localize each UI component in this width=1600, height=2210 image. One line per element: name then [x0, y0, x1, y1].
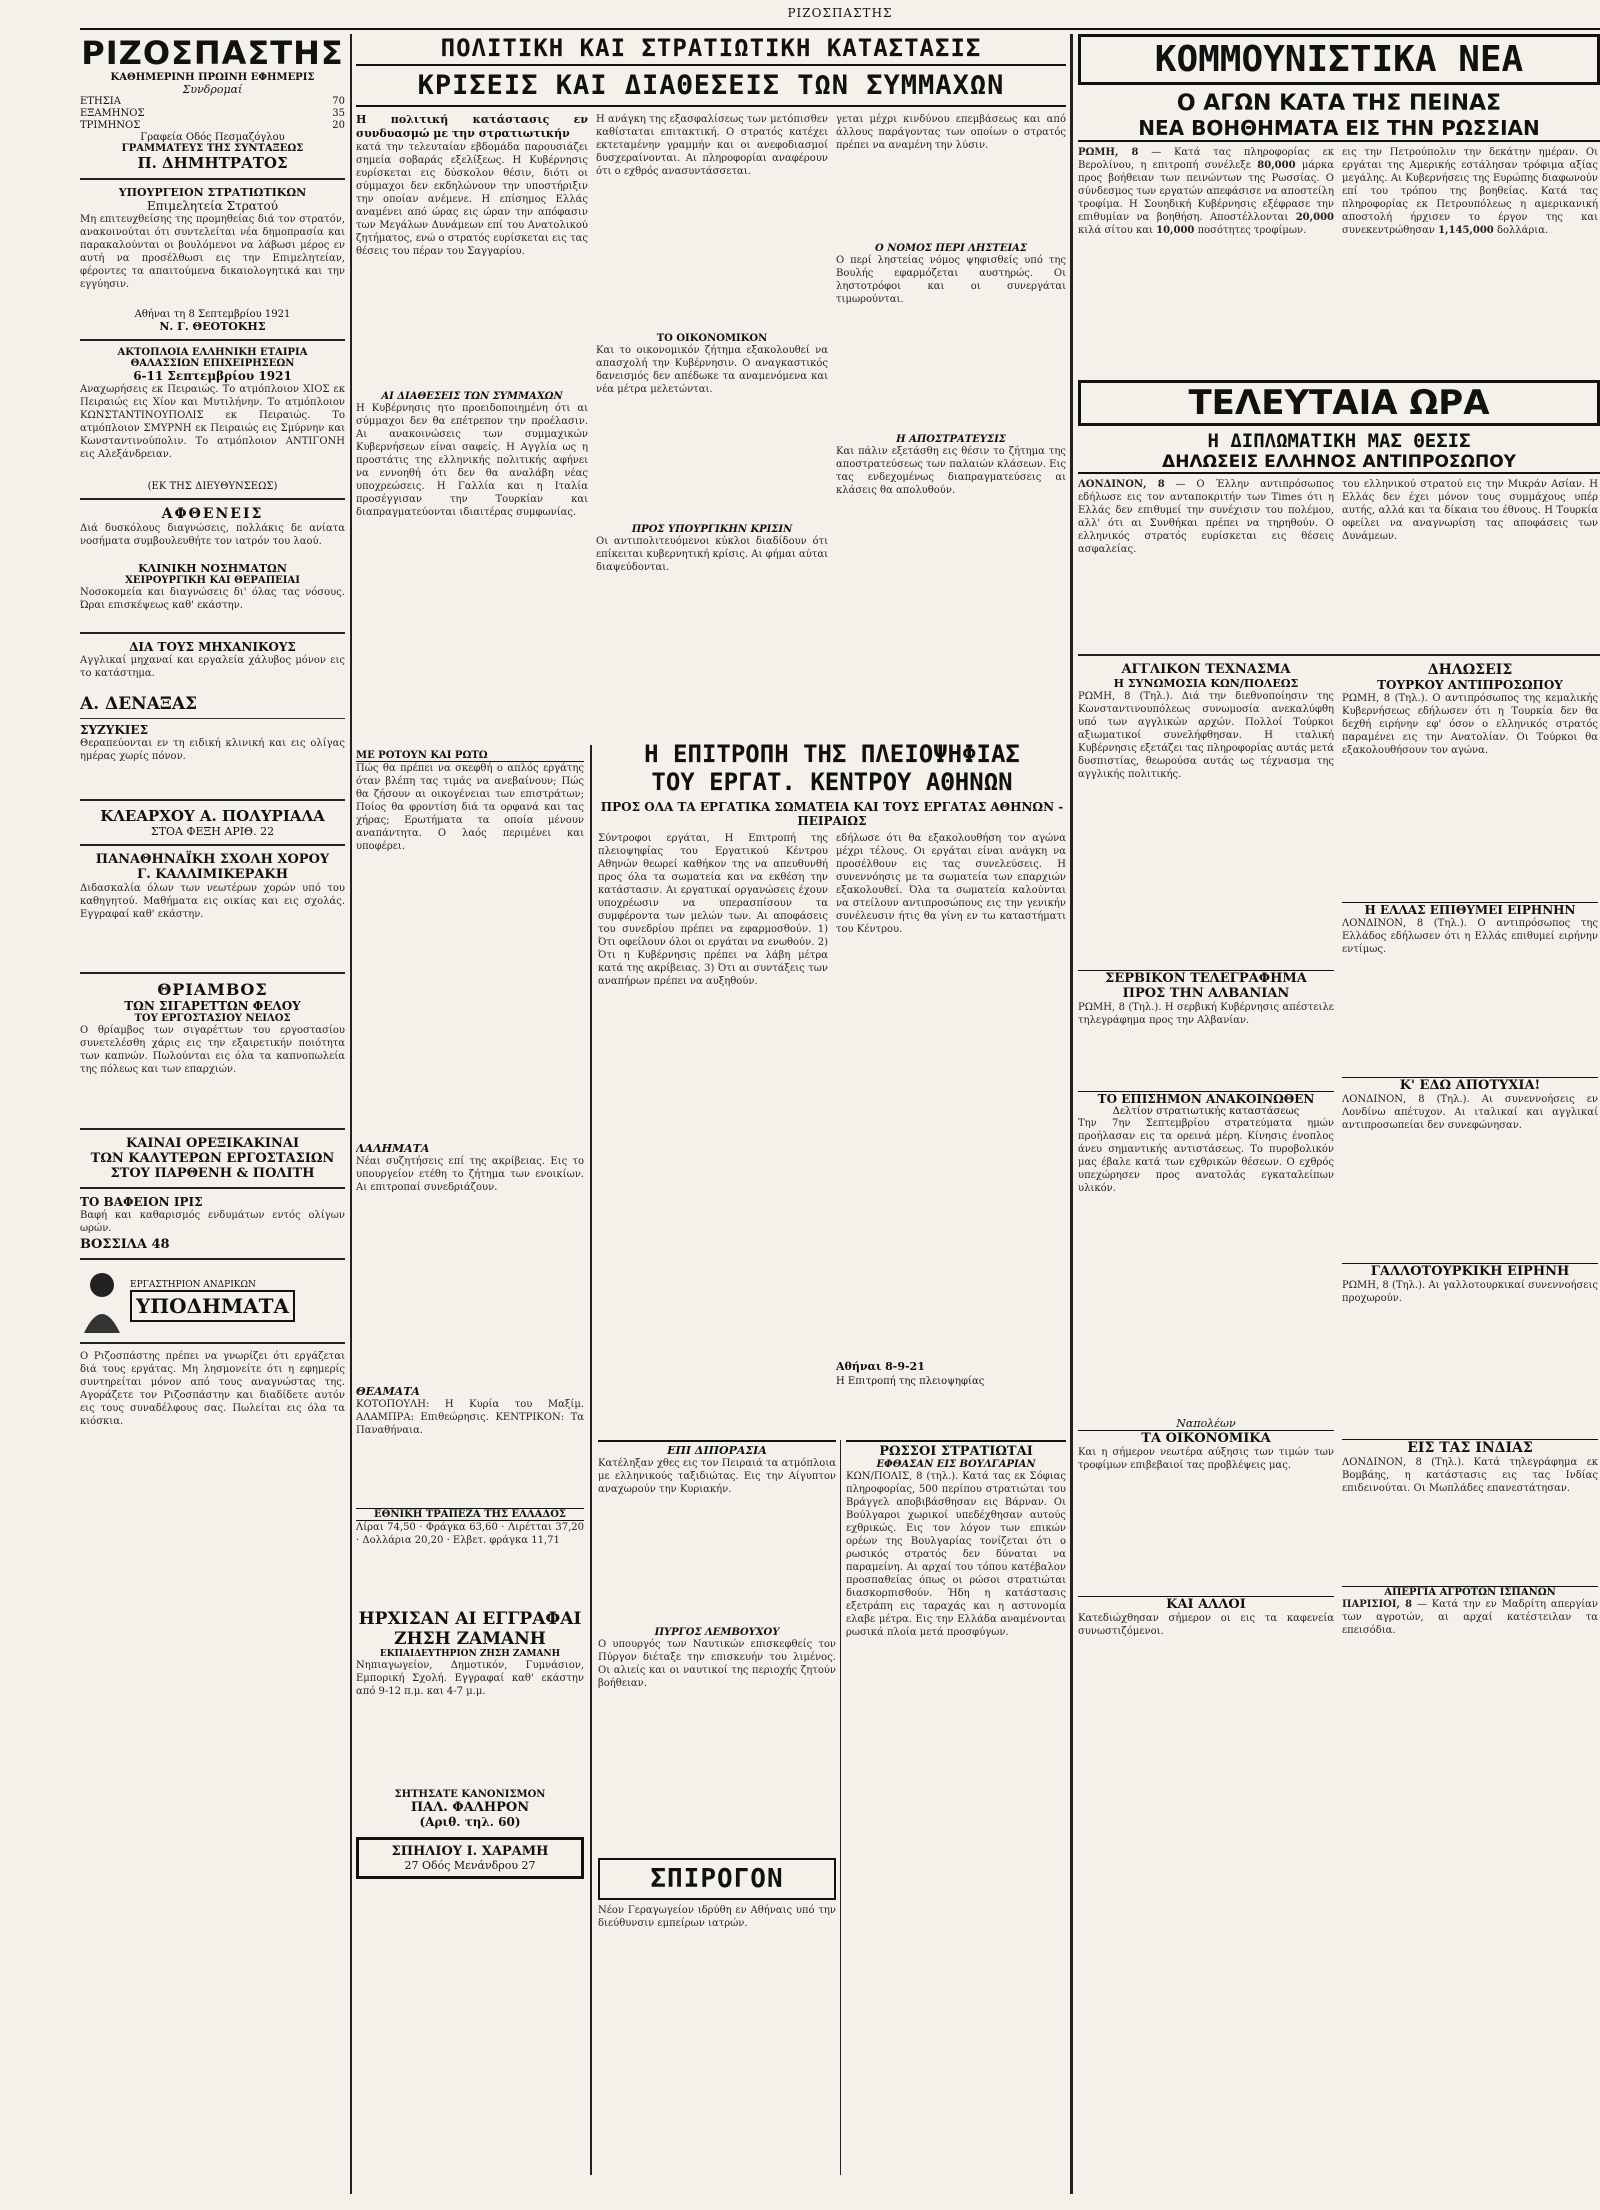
shipping-date: 6-11 Σεπτεμβρίου 1921 — [133, 369, 292, 383]
english-trick-title: ΑΓΓΛΙΚΟΝ ΤΕΧΝΑΣΜΑ — [1121, 662, 1291, 677]
clinic-subtitle: ΧΕΙΡΟΥΡΓΙΚΗ ΚΑΙ ΘΕΡΑΠΕΙΑΙ — [125, 575, 300, 586]
notice-subtitle: Επιμελητεία Στρατού — [146, 199, 279, 213]
help-body-1: ΡΩΜΗ, 8 — Κατά τας πληροφορίας εκ Βερολίνου, η επιτροπή συνέλεξε 80,000 μάρκα προς βοήθειαν των πεινώντων της Ρωσσίας. Ο σύνδεσμος των εργατών απεφάσισε να αποστείλη τροφίμα. Η Σουηδική Κυβέρνησις εξέφρασε την επιθυμίαν να βοηθήση. Αποστέλλονται 20,000 κιλά σίτου και 10,000 ποσότητες τροφίμων. — [1078, 147, 1334, 236]
subscription-table — [80, 96, 345, 132]
committee-date: Αθήναι 8-9-21 — [836, 1360, 925, 1373]
others-body: Κατεδιώχθησαν σήμερον οι εις τα καφενεία συνωστιζόμενοι. — [1078, 1613, 1334, 1637]
subscription-price: 70 — [332, 96, 345, 107]
chatter-body: Νέαι συζητήσεις επί της ακρίβειας. Εις το υπουργείον ετέθη το ζήτημα των ενοικίων. Αι επιτροπαί συνεδριάζουν. — [356, 1156, 584, 1193]
faliron: ΠΑΛ. ΦΑΛΗΡΟΝ — [410, 1800, 530, 1815]
notice-signature: Ν. Γ. ΘΕΟΤΟΚΗΣ — [159, 320, 266, 333]
turkish-body: ΡΩΜΗ, 8 (Τηλ.). Ο αντιπρόσωπος της κεμαλικής Κυβερνήσεως εδήλωσεν ότι η Τουρκία δεν θα δεχθή ειρήνην εφ' όσον ο ελληνικός στρατός παραμένει εις την Ανατολίαν. Οι Τούρκοι θα εξακολουθήσουν τον αγώνα. — [1342, 693, 1598, 756]
others-title: ΚΑΙ ΑΛΛΟΙ — [1078, 1596, 1334, 1612]
political-body-1: κατά την τελευταίαν εβδομάδα παρουσιάζει σημεία σοβαράς εξελίξεως. Η Κυβέρνησις ευρίσκεται εις δύσκολον θέσιν, διότι οι σύμμαχοι δεν εκδηλώνουν την υποστήριξιν την οποίαν ανέμενε. Η επίσημος Ελλάς αναμένει από ώρας εις ώραν την απόφασιν των Μεγάλων Δυνάμεων επί του Ανατολικού ζητήματος, ενώ ο στρατός ευρίσκεται εις τας θέσεις του πέραν του Σαγγαρίου. — [356, 142, 588, 257]
cigarettes-title: ΤΩΝ ΣΙΓΑΡΕΤΤΩΝ ΦΕΛΟΥ — [124, 999, 301, 1013]
subscription-price: 20 — [332, 120, 345, 131]
political-subhead-5: ΠΡΟΣ ΥΠΟΥΡΓΙΚΗΝ ΚΡΙΣΙΝ — [631, 524, 793, 535]
shoes-address: ΣΤΟΑ ΦΕΞΗ ΑΡΙΘ. 22 — [150, 825, 275, 838]
bank-title: ΕΘΝΙΚΗ ΤΡΑΠΕΖΑ ΤΗΣ ΕΛΛΑΔΟΣ — [356, 1508, 584, 1521]
serbian-subtitle: ΠΡΟΣ ΤΗΝ ΑΛΒΑΝΙΑΝ — [1122, 986, 1290, 1001]
political-body-2: Η Κυβέρνησις ητο προειδοποιημένη ότι αι σύμμαχοι δεν θα επέτρεπον την προέλασιν. Αι ανακοινώσεις των συμμαχικών Κυβερνήσεων είναι σαφείς. Η Αγγλία ως η προστάτις της ελληνικής πολιτικής αφήνει να εννοηθή ότι δεν θα αναλάβη νέας υποχρεώσεις. Η Γαλλία και η Ιταλία προσέγγισαν την Τουρκίαν και διαπραγματεύονται ιδιαιτέρας συμφωνίας. — [356, 403, 588, 518]
committee-subtitle: ΤΟΥ ΕΡΓΑΤ. ΚΕΝΤΡΟΥ ΑΘΗΝΩΝ — [651, 768, 1013, 796]
political-section — [356, 34, 1066, 744]
political-body-3: Η ανάγκη της εξασφαλίσεως των μετόπισθεν καθίσταται επιτακτική. Ο στρατός κατέχει εκτεταμένην γραμμήν και οι ανεφοδιασμοί δυσχεραίνονται. Αι πληροφορίαι αναφέρουν ότι ο εχθρός ανασυντάσσεται. — [596, 114, 828, 177]
peace-body: ΛΟΝΔΙΝΟΝ, 8 (Τηλ.). Ο αντιπρόσωπος της Ελλάδος εδήλωσεν ότι η Ελλάς επιθυμεί ειρήνην εντίμως. — [1342, 918, 1598, 955]
political-headline: ΚΡΙΣΕΙΣ ΚΑΙ ΔΙΑΘΕΣΕΙΣ ΤΩΝ ΣΥΜΜΑΧΩΝ — [356, 66, 1066, 107]
notice-date: Αθήναι τη 8 Σεπτεμβρίου 1921 — [134, 309, 291, 320]
subscription-label: ΕΤΗΣΙΑ — [80, 96, 121, 107]
pyrgos-body: Ο υπουργός των Ναυτικών επισκεφθείς τον Πύργον διέταξε την επισκευήν του λιμένος. Οι αλιείς και οι ναυτικοί της περιοχής ζητούν βοήθειαν. — [598, 1639, 836, 1689]
thriamvos-title: ΘΡΙΑΜΒΟΣ — [157, 980, 268, 999]
cigarettes-subtitle: ΤΟΥ ΕΡΓΟΣΤΑΣΙΟΥ ΝΕΙΛΟΣ — [134, 1013, 291, 1024]
subscriptions-title: Συνδρομαί — [182, 83, 243, 96]
russians-column — [846, 1440, 1066, 2140]
spirogon-body: Νέον Γεραγωγείον ιδρύθη εν Αθήναις υπό την διεύθυνσιν εμπείρων ιατρών. — [598, 1905, 836, 1929]
napoleon-label: Ναπολέων — [1176, 1417, 1236, 1430]
india-title: ΕΙΣ ΤΑΣ ΙΝΔΙΑΣ — [1342, 1439, 1598, 1456]
charami-address: 27 Οδός Μενάνδρου 27 — [404, 1859, 536, 1872]
help-figure-2: 20,000 — [1295, 212, 1334, 223]
dance-school-name: Γ. ΚΑΛΛΙΜΙΚΕΡΑΚΗ — [136, 867, 289, 882]
committee-body-2: εδήλωσε ότι θα εξακολουθήση τον αγώνα μέχρι τέλους. Οι εργάται είναι ανάγκη να προσέλθουν εις τας συνελεύσεις. Η συνεννόησις με τα σωματεία των επαρχιών εξακολουθεί. Όλα τα σωματεία καλούνται να στείλουν αντιπροσώπους εις την γενικήν συνέλευσιν ήτις θα γίνη εν τω καταστήματι του Κέντρου. — [836, 833, 1066, 935]
subscription-row — [80, 120, 345, 132]
official-title: ΤΟ ΕΠΙΣΗΜΟΝ ΑΝΑΚΟΙΝΩΘΕΝ — [1078, 1091, 1334, 1106]
hunger-title: Ο ΑΓΩΝ ΚΑΤΑ ΤΗΣ ΠΕΙΝΑΣ — [1176, 91, 1502, 116]
political-lead: Η πολιτική κατάστασις εν συνδυασμώ με την στρατιωτικήν — [356, 113, 588, 140]
faliron-phone: (Αριθ. τηλ. 60) — [419, 1815, 521, 1829]
masthead: ΡΙΖΟΣΠΑΣΤΗΣ — [81, 34, 344, 72]
official-body: Την 7ην Σεπτεμβρίου στρατεύματα ημών προήλασαν εις τα ορεινά μέρη. Κίνησις ένοπλος άνευ σημαντικής αντιστάσεως. Το πυροβολικόν μας έβαλε κατά των εχθρικών θέσεων. Ο εχθρός υπεχώρησεν προς ανατολάς εγκαταλείπων υλικόν. — [1078, 1118, 1334, 1194]
economic-body: Και η σήμερον νεωτέρα αύξησις των τιμών των τροφίμων επιβεβαιοί τας προβλέψεις μας. — [1078, 1447, 1334, 1471]
column-rule — [840, 1440, 841, 2175]
subscription-label: ΤΡΙΜΗΝΟΣ — [80, 120, 141, 131]
shoe-advert — [80, 1266, 345, 1336]
diplomatic-title: Η ΔΙΠΛΩΜΑΤΙΚΗ ΜΑΣ ΘΕΣΙΣ — [1207, 430, 1471, 452]
english-trick-subtitle: Η ΣΥΝΩΜΟΣΙΑ ΚΩΝ/ΠΟΛΕΩΣ — [1113, 677, 1299, 690]
iris-body: Βαφή και καθαρισμός ενδυμάτων εντός ολίγων ωρών. — [80, 1210, 345, 1234]
shoe-advert-top: ΕΡΓΑΣΤΗΡΙΟΝ ΑΝΔΡΙΚΩΝ — [130, 1280, 256, 1290]
spain-title: ΑΠΕΡΓΙΑ ΑΓΡΟΤΩΝ ΙΣΠΑΝΩΝ — [1342, 1586, 1598, 1598]
political-body-6: γεται μέχρι κινδύνου επεμβάσεως και από άλλους παράγοντας των οποίων ο στρατός πρέπει να αναμένη την λύσιν. — [836, 114, 1066, 151]
committee-section — [598, 740, 1066, 1430]
cigarettes-body: Ο θρίαμβος των σιγαρέττων του εργοστασίου συνετελέσθη χάρις εις την εξαιρετικήν ποιότητα των καπνών. Πωλούνται εις όλα τα καπνοπωλεία της πόλεως και των επαρχιών. — [80, 1025, 345, 1075]
committee-title: Η ΕΠΙΤΡΟΠΗ ΤΗΣ ΠΛΕΙΟΨΗΦΙΑΣ — [644, 740, 1020, 768]
committee-signature: Η Επιτροπή της πλειοψηφίας — [836, 1376, 985, 1387]
statements-body-1: ΛΟΝΔΙΝΟΝ, 8 — Ο Έλλην αντιπρόσωπος εδήλωσε εις τον ανταποκριτήν των Times ότι η Ελλάς δεν επιθυμεί την συνέχισιν του πολέμου, αλλ' ότι αι Συνθήκαι πρέπει να τηρηθούν. Ο ελληνικός στρατός ευρίσκεται εις θέσεις ασφαλείας. — [1078, 479, 1334, 555]
column-rule — [590, 745, 592, 2175]
patients-title: ΑΦΘΕΝΕΙΣ — [161, 506, 264, 522]
shipping-subtitle: ΘΑΛΑΣΣΙΩΝ ΕΠΙΧΕΙΡΗΣΕΩΝ — [130, 358, 295, 369]
committee-subtitle-2: ΠΡΟΣ ΟΛΑ ΤΑ ΕΡΓΑΤΙΚΑ ΣΩΜΑΤΕΙΑ ΚΑΙ ΤΟΥΣ ΕΡΓΑΤΑΣ ΑΘΗΝΩΝ - ΠΕΙΡΑΙΩΣ — [600, 800, 1064, 828]
denaxas-name: Α. ΔΕΝΑΞΑΣ — [80, 694, 198, 714]
last-hour-title: ΤΕΛΕΥΤΑΙΑ ΩΡΑ — [1078, 380, 1600, 426]
questions-title: ΜΕ ΡΟΤΟΥΝ ΚΑΙ ΡΩΤΩ — [356, 750, 584, 762]
help-figure-1: 80,000 — [1257, 160, 1296, 171]
subscription-label: ΕΞΑΜΗΝΟΣ — [80, 108, 145, 119]
political-title: ΠΟΛΙΤΙΚΗ ΚΑΙ ΣΤΡΑΤΙΩΤΙΚΗ ΚΑΤΑΣΤΑΣΙΣ — [356, 34, 1066, 66]
gallo-body: ΡΩΜΗ, 8 (Τηλ.). Αι γαλλοτουρκικαί συνεννοήσεις προχωρούν. — [1342, 1280, 1598, 1304]
woman-portrait-icon — [80, 1269, 124, 1333]
turkish-subtitle: ΤΟΥΡΚΟΥ ΑΝΤΙΠΡΟΣΩΠΟΥ — [1377, 678, 1563, 692]
official-date: Δελτίον στρατιωτικής καταστάσεως — [1112, 1106, 1300, 1117]
spain-body: ΠΑΡΙΣΙΟΙ, 8 — Κατά την εν Μαδρίτη απεργίαν των αγροτών, αι αρχαί κατέστειλαν τα επεισόδια. — [1342, 1599, 1598, 1636]
subscription-row — [80, 96, 345, 108]
political-body-8: Και πάλιν εξετάσθη εις θέσιν το ζήτημα της αποστρατεύσεως των παλαιών κλάσεων. Εις τας ενδεχομένως διαπραγματεύσεις αι κλάσεις θα απολυθούν. — [836, 446, 1066, 496]
running-header — [80, 6, 1600, 30]
shipping-body: Αναχωρήσεις εκ Πειραιώς. Το ατμόπλοιον ΧΙΟΣ εκ Πειραιώς εις Χίον και Μυτιλήνην. Το ατμόπλοιον ΚΩΝΣΤΑΝΤΙΝΟΥΠΟΛΙΣ εκ Πειραιώς. Το ατμόπλοιον ΣΜΥΡΝΗ εκ Πειραιώς εις Σμύρνην και Κωνσταντινούπολιν. Το ατμόπλοιον ΑΝΤΙΓΟΝΗ εις Αλεξάνδρειαν. — [80, 384, 345, 460]
shoe-advert-title: ΥΠΟΔΗΜΑΤΑ — [130, 1290, 295, 1322]
bossila-address: ΒΟΣΣΙΛΑ 48 — [80, 1237, 170, 1252]
misc-column — [356, 750, 584, 2170]
shoes-title: ΚΛΕΑΡΧΟΥ Α. ΠΟΛΥΡΙΑΛΑ — [100, 807, 325, 825]
political-subhead-3: Ο ΝΟΜΟΣ ΠΕΡΙ ΛΗΣΤΕΙΑΣ — [875, 243, 1027, 254]
column-rule — [1070, 34, 1073, 2194]
subscription-price: 35 — [332, 108, 345, 119]
registrations-title: ΗΡΧΙΣΑΝ ΑΙ ΕΓΓΡΑΦΑΙ — [358, 1609, 582, 1629]
political-body-4: Και το οικονομικόν ζήτημα εξακολουθεί να απασχολή την Κυβέρνησιν. Ο αναγκαστικός δανεισμός δεν απέδωκε τα αναμενόμενα και νέα μέτρα μελετώνται. — [596, 345, 828, 395]
left-column-closing-text: Ο Ριζοσπάστης πρέπει να γνωρίζει ότι εργάζεται διά τους εργάτας. Μη λησμονείτε ότι η εφημερίς συντηρείται μόνον από τους αναγνώστας της. Αγοράζετε τον Ριζοσπάστην και διαδίδετε αυτόν εις τους συναδέλφους σας. Πωλείται εις όλα τα κιόσκια. — [80, 1351, 345, 1427]
serbian-title: ΣΕΡΒΙΚΟΝ ΤΕΛΕΓΡΑΦΗΜΑ — [1078, 970, 1334, 986]
political-subhead-4: Η ΑΠΟΣΤΡΑΤΕΥΣΙΣ — [896, 434, 1006, 445]
column-rule — [350, 34, 352, 2194]
regulation-label: ΣΗΤΗΣΑΤΕ ΚΑΝΟΝΙΣΜΟΝ — [394, 1789, 546, 1800]
help-body-2: εις την Πετρούπολιν την δεκάτην ημέραν. Οι εργάται της Αμερικής εστάλησαν τρόφιμα αξίας μεγάλης. Αι Κυβερνήσεις της Ευρώπης διαφωνούν επί του τρόπου της βοηθείας. Κατά τας πληροφορίας εκ Πετρουπόλεως η αμερικανική αποστολή ήρχισεν το έργον της και συνεκεντρώθησαν 1,145,000 δολλάρια. — [1342, 147, 1598, 236]
political-subhead-2: ΤΟ ΟΙΚΟΝΟΜΙΚΟΝ — [656, 333, 768, 344]
editor-name: Π. ΔΗΜΗΤΡΑΤΟΣ — [137, 154, 288, 172]
shipping-title: ΑΚΤΟΠΛΟΙΑ ΕΛΛΗΝΙΚΗ ΕΤΑΙΡΙΑ — [117, 347, 308, 358]
masthead-subtitle: ΚΑΘΗΜΕΡΙΝΗ ΠΡΩΙΝΗ ΕΦΗΜΕΡΙΣ — [110, 72, 315, 83]
iris-dyehouse: ΤΟ ΒΑΦΕΙΟΝ ΙΡΙΣ — [80, 1195, 203, 1209]
syzykies-body: Θεραπεύονται εν τη ειδική κλινική και εις ολίγας ημέρας χωρίς πόνον. — [80, 738, 345, 762]
epi-title: ΕΠΙ ΔΙΠΟΡΑΣΙΑ — [598, 1440, 836, 1457]
epi-body: Κατέληξαν χθες εις τον Πειραιά τα ατμόπλοια με ελληνικούς ταξιδιώτας. Εις την Αίγυπτον αναχωρούν την Κυριακήν. — [598, 1458, 836, 1495]
charami-name: ΣΠΗΛΙΟΥ Ι. ΧΑΡΑΜΗ — [391, 1844, 549, 1859]
russians-subtitle: ΕΦΘΑΣΑΝ ΕΙΣ ΒΟΥΛΓΑΡΙΑΝ — [876, 1459, 1036, 1470]
pyrgos-title: ΠΥΡΓΟΣ ΛΕΜΒΟΥΧΟΥ — [654, 1627, 780, 1638]
office-address: Γραφεία Οδός Πεσμαζόγλου — [140, 132, 285, 143]
school-body: Νηπιαγωγείον, Δημοτικόν, Γυμνάσιον, Εμπορική Σχολή. Εγγραφαί καθ' εκάστην από 9-12 π.μ. και 4-7 μ.μ. — [356, 1660, 584, 1697]
notice-title: ΥΠΟΥΡΓΕΙΟΝ ΣΤΡΑΤΙΩΤΙΚΩΝ — [118, 186, 307, 199]
help-figure-4: 1,145,000 — [1438, 225, 1494, 236]
shipping-signature: (ΕΚ ΤΗΣ ΔΙΕΥΘΥΝΣΕΩΣ) — [147, 481, 278, 492]
notice-body: Μη επιτευχθείσης της προμηθείας διά τον στρατόν, ανακοινούται ότι συντελείται νέα δημοπρασία και παρακαλούνται οι βουλόμενοι να λάβωσι μέρος εν αυτή να προσέλθωσι εις την Επιμελητείαν, φέροντες τα απαιτούμενα δικαιολογητικά και την εγγύησιν. — [80, 214, 345, 290]
parthenis-store: ΣΤΟΥ ΠΑΡΘΕΝΗ & ΠΟΛΙΤΗ — [110, 1166, 315, 1181]
shows-title: ΘΕΑΜΑΤΑ — [356, 1385, 420, 1398]
help-figure-3: 10,000 — [1156, 225, 1195, 236]
school-subtitle: ΕΚΠΑΙΔΕΥΤΗΡΙΟΝ ΖΗΣΗ ΖΑΜΑΝΗ — [379, 1649, 561, 1659]
english-trick-body: ΡΩΜΗ, 8 (Τηλ.). Διά την διεθνοποίησιν της Κωνσταντινουπόλεως συνωμοσία ανεκαλύφθη υπό των αγγλικών αρχών. Πολλοί Τούρκοι αξιωματικοί συνελήφθησαν. Η ιταλική Κυβέρνησις εξετάζει τας πληροφορίας αυτάς μετά δυσπιστίας, θεωρούσα αυτάς ως τέχνασμα της αγγλικής πολιτικής. — [1078, 691, 1334, 780]
running-title: ΡΙΖΟΣΠΑΣΤΗΣ — [787, 6, 893, 20]
subscription-row — [80, 108, 345, 120]
new-products-subtitle: ΤΩΝ ΚΑΛΥΤΕΡΩΝ ΕΡΓΟΣΤΑΣΙΩΝ — [90, 1151, 335, 1166]
syzykies-title: ΣΥΖΥΚΙΕΣ — [80, 723, 149, 737]
political-subhead-1: ΑΙ ΔΙΑΘΕΣΕΙΣ ΤΩΝ ΣΥΜΜΑΧΩΝ — [381, 391, 563, 402]
spirogon-title: ΣΠΙΡΟΓΟΝ — [598, 1858, 836, 1900]
mechanics-body: Αγγλικαί μηχαναί και εργαλεία χάλυβος μόνον εις το κατάστημα. — [80, 655, 345, 679]
economic-title: ΤΑ ΟΙΚΟΝΟΜΙΚΑ — [1078, 1430, 1334, 1446]
russians-body: ΚΩΝ/ΠΟΛΙΣ, 8 (τηλ.). Κατά τας εκ Σόφιας πληροφορίας, 500 περίπου στρατιώται του Βράγγελ αποβιβάσθησαν εις Βάρναν. Οι Βούλγαροι χωρικοί υπεδέχθησαν αυτούς εχθρικώς. Εις τον λόγον των επικών ορέων της Βουλγαρίας τονίζεται ότι ο ρωσικός στρατός δεν δύναται να παραμείνη. Αι αρχαί του τόπου κατέβαλον προσπαθείας όπως οι ρώσοι στρατιώται διασκορπισθούν. Ήδη η κατάστασις εξετράπη εις ταραχάς και η αστυνομία ελαβε μέτρα. Εις την Ελλάδα αναμένονται ρωσικά πλοία μετά προσφύγων. — [846, 1471, 1066, 1638]
communist-news-section — [1078, 34, 1600, 2204]
political-body-7: Ο περί ληστείας νόμος ψηφισθείς υπό της Βουλής εφαρμόζεται αυστηρώς. Οι ληστοτρόφοι και οι συνεργάται τιμωρούνται. — [836, 255, 1066, 305]
bottom-middle-column — [598, 1440, 836, 2140]
peace-title: Η ΕΛΛΑΣ ΕΠΙΘΥΜΕΙ ΕΙΡΗΝΗΝ — [1342, 902, 1598, 917]
communist-news-title: ΚΟΜΜΟΥΝΙΣΤΙΚΑ ΝΕΑ — [1078, 34, 1600, 85]
gallo-title: ΓΑΛΛΟΤΟΥΡΚΙΚΗ ΕΙΡΗΝΗ — [1342, 1263, 1598, 1279]
questions-body: Πώς θα πρέπει να σκεφθή ο απλός εργάτης όταν βλέπη τας τιμάς να ανεβαίνουν; Πώς θα ζήσουν αι οικογένειαι των επιστράτων; Ποίος θα φροντίση διά τα ορφανά και τας χήρας; Ερωτήματα τα οποία μένουν αναπάντητα. Ο λαός περιμένει και υποφέρει. — [356, 763, 584, 852]
russians-title: ΡΩΣΣΟΙ ΣΤΡΑΤΙΩΤΑΙ — [846, 1440, 1066, 1459]
new-products-title: ΚΑΙΝΑΙ ΟΡΕΞΙΚΑΚΙΝΑΙ — [125, 1136, 300, 1151]
dance-school-body: Διδασκαλία όλων των νεωτέρων χορών υπό του καθηγητού. Μαθήματα εις οικίας και εις σχολάς. Εγγραφαί καθ' εκάστην. — [80, 883, 345, 920]
help-title: ΝΕΑ ΒΟΗΘΗΜΑΤΑ ΕΙΣ ΤΗΝ ΡΩΣΣΙΑΝ — [1078, 116, 1600, 142]
failure-title: Κ' ΕΔΩ ΑΠΟΤΥΧΙΑ! — [1342, 1077, 1598, 1093]
dance-school-title: ΠΑΝΑΘΗΝΑΪΚΗ ΣΧΟΛΗ ΧΟΡΟΥ — [95, 852, 330, 867]
clinic-title: ΚΛΙΝΙΚΗ ΝΟΣΗΜΑΤΩΝ — [138, 562, 287, 575]
serbian-body: ΡΩΜΗ, 8 (Τηλ.). Η σερβική Κυβέρνησις απέστειλε τηλεγράφημα προς την Αλβανίαν. — [1078, 1002, 1334, 1026]
turkish-title: ΔΗΛΩΣΕΙΣ — [1427, 662, 1513, 678]
bank-rates: Λίραι 74,50 · Φράγκα 63,60 · Λιρέτται 37,20 · Δολλάρια 20,20 · Ελβετ. φράγκα 11,71 — [356, 1522, 584, 1546]
chatter-title: ΛΑΛΗΜΑΤΑ — [356, 1142, 430, 1155]
charami-advert — [356, 1837, 584, 1879]
statements-title: ΔΗΛΩΣΕΙΣ ΕΛΛΗΝΟΣ ΑΝΤΙΠΡΟΣΩΠΟΥ — [1078, 452, 1600, 474]
left-column — [80, 34, 345, 2204]
statements-body-2: του ελληνικού στρατού εις την Μικράν Ασίαν. Η Ελλάς δεν έχει μόνον τους συμμάχους υπέρ αυτής, αλλά και τα δίκαια του έθνους. Η Τουρκία οφείλει να αναγνωρίση τας αποφάσεις των Δυνάμεων. — [1342, 479, 1598, 542]
editor-label: ΓΡΑΜΜΑΤΕΥΣ ΤΗΣ ΣΥΝΤΑΞΕΩΣ — [121, 143, 304, 154]
patients-body: Διά δυσκόλους διαγνώσεις, πολλάκις δε ανίατα νοσήματα συμβουλευθήτε τον ιατρόν του λαού. — [80, 523, 345, 547]
mechanics-title: ΔΙΑ ΤΟΥΣ ΜΗΧΑΝΙΚΟΥΣ — [129, 640, 296, 654]
india-body: ΛΟΝΔΙΝΟΝ, 8 (Τηλ.). Κατά τηλεγράφημα εκ Βομβάης, η κατάστασις εις τας Ινδίας επιδεινούται. Οι Μωπλάδες επανεστάτησαν. — [1342, 1457, 1598, 1494]
political-body-5: Οι αντιπολιτευόμενοι κύκλοι διαδίδουν ότι επίκειται κυβερνητική κρίσις. Αι φήμαι αύται διαψεύδονται. — [596, 536, 828, 573]
failure-body: ΛΟΝΔΙΝΟΝ, 8 (Τηλ.). Αι συνεννοήσεις εν Λονδίνω απέτυχον. Αι ιταλικαί και αγγλικαί αντιπροσωπείαι δεν συνεφώνησαν. — [1342, 1094, 1598, 1131]
school-name: ΖΗΣΗ ΖΑΜΑΝΗ — [394, 1629, 546, 1649]
clinic-body: Νοσοκομεία και διαγνώσεις δι' όλας τας νόσους. Ώραι επισκέψεως καθ' εκάστην. — [80, 587, 345, 611]
committee-body-1: Σύντροφοι εργάται, Η Επιτροπή της πλειοψηφίας του Εργατικού Κέντρου Αθηνών θεωρεί καθήκον της να απευθυνθή προς όλα τα σωματεία και να εκθέση την κατάστασιν. Αι εργατικαί οργανώσεις έχουν υποχρέωσιν να υπερασπίσουν τα συμφέροντα των μελών των. Αι αποφάσεις του συνεδρίου πρέπει να εφαρμοσθούν. 1) Ότι οφείλουν όλοι οι εργάται να ενωθούν. 2) Ότι η Κυβέρνησις πρέπει να λάβη μέτρα κατά της ακρίβειας. 3) Ότι αι συντάξεις των αναπήρων πρέπει να αυξηθούν. — [598, 833, 828, 987]
shows-body: ΚΟΤΟΠΟΥΛΗ: Η Κυρία του Μαξίμ. ΑΛΑΜΠΡΑ: Επιθεώρησις. ΚΕΝΤΡΙΚΟΝ: Τα Παναθήναια. — [356, 1399, 584, 1436]
